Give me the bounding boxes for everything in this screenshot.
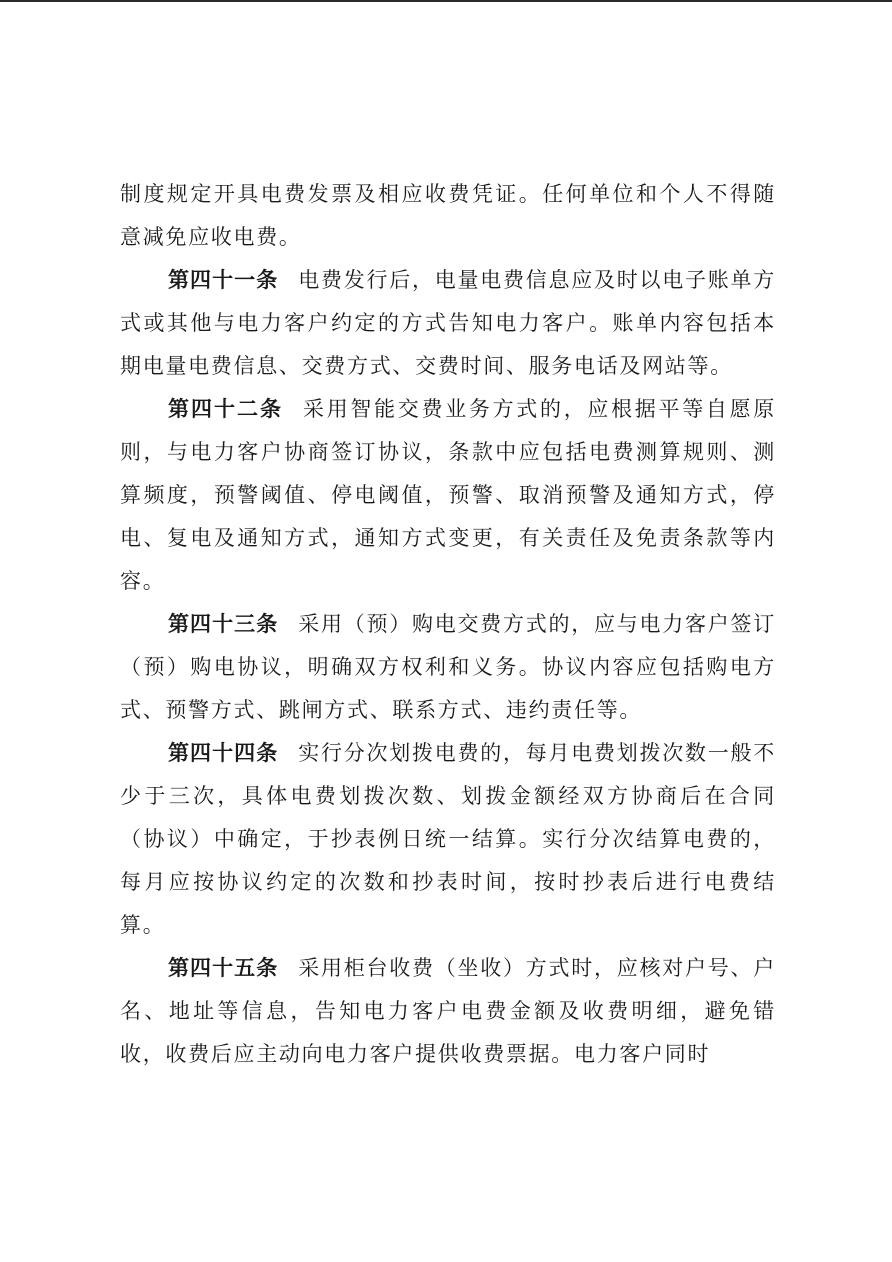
article-45 [120,947,776,1076]
article-44 [120,732,776,947]
paragraph-text: 采用柜台收费（坐收）方式时，应核对户号、户名、地址等信息，告知电力客户电费金额及收费明细，避免错收，收费后应主动向电力客户提供收费票据。电力客户同时 [120,956,777,1066]
paragraph-text: 电费发行后，电量电费信息应及时以电子账单方式或其他与电力客户约定的方式告知电力客户。账单内容包括本期电量电费信息、交费方式、交费时间、服务电话及网站等。 [120,268,777,378]
article-42 [120,388,776,603]
paragraph-continuation [120,173,776,259]
page-top-border [0,0,892,2]
article-43 [120,603,776,732]
paragraph-text: 实行分次划拨电费的，每月电费划拨次数一般不少于三次，具体电费划拨次数、划拨金额经双方协商后在合同（协议）中确定，于抄表例日统一结算。实行分次结算电费的，每月应按协议约定的次数和抄表时间，按时抄表后进行电费结算。 [120,741,777,937]
paragraph-text: 采用智能交费业务方式的，应根据平等自愿原则，与电力客户协商签订协议，条款中应包括电费测算规则、测算频度，预警阈值、停电阈值，预警、取消预警及通知方式，停电、复电及通知方式，通知方式变更，有关责任及免责条款等内容。 [120,397,776,593]
article-number: 第四十一条 [168,268,279,292]
article-number: 第四十四条 [168,741,279,765]
paragraph-text: 采用（预）购电交费方式的，应与电力客户签订（预）购电协议，明确双方权利和义务。协议内容应包括购电方式、预警方式、跳闸方式、联系方式、违约责任等。 [120,612,777,722]
article-number: 第四十二条 [168,397,283,421]
document-body [120,173,776,1076]
article-number: 第四十三条 [168,612,279,636]
article-number: 第四十五条 [168,956,279,980]
paragraph-text: 制度规定开具电费发票及相应收费凭证。任何单位和个人不得随意减免应收电费。 [120,182,776,249]
article-41 [120,259,776,388]
